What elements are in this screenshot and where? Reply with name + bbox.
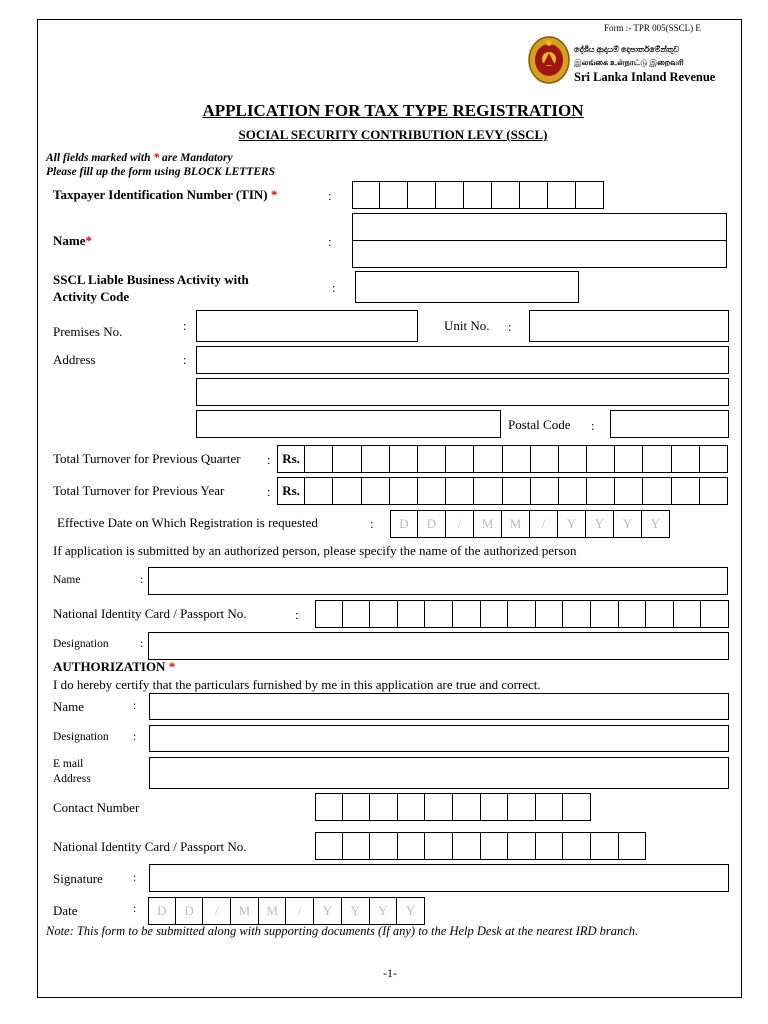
activity-colon: : — [332, 280, 336, 295]
activity-label-line2: Activity Code — [53, 289, 130, 304]
date-cell[interactable]: Y — [370, 897, 398, 925]
turnover-year-colon: : — [267, 484, 271, 499]
char-cell[interactable] — [563, 793, 591, 821]
char-cell[interactable] — [398, 832, 426, 860]
auth-signature-field[interactable] — [149, 864, 729, 892]
char-cell[interactable] — [333, 477, 361, 505]
date-cell[interactable]: Y — [558, 510, 586, 538]
char-cell[interactable] — [643, 477, 671, 505]
char-cell[interactable] — [370, 793, 398, 821]
auth-signature-label: Signature — [53, 871, 103, 886]
char-cell[interactable] — [446, 477, 474, 505]
logo-line-tamil: இலங்கை உள்நாட்டு இறைவரி — [574, 58, 684, 67]
address-label: Address — [53, 352, 96, 367]
char-cell[interactable] — [672, 477, 700, 505]
auth-designation-field[interactable] — [149, 725, 729, 752]
authorized-nic-input[interactable] — [315, 600, 729, 628]
form-subtitle: SOCIAL SECURITY CONTRIBUTION LEVY (SSCL) — [238, 127, 548, 142]
auth-name-colon: : — [133, 700, 137, 712]
unit-label: Unit No. — [444, 318, 490, 333]
premises-label: Premises No. — [53, 324, 123, 339]
effective-date-colon: : — [370, 516, 374, 531]
char-cell[interactable] — [370, 832, 398, 860]
char-cell[interactable] — [672, 445, 700, 473]
char-cell[interactable] — [398, 600, 426, 628]
char-cell[interactable] — [425, 832, 453, 860]
address-colon: : — [183, 352, 187, 367]
block-letters-note: Please fill up the form using BLOCK LETTERS — [46, 166, 276, 178]
tin-colon: : — [328, 188, 332, 203]
postal-code-label: Postal Code — [508, 417, 571, 432]
char-cell[interactable] — [508, 600, 536, 628]
name-label: Name* — [53, 233, 92, 248]
date-cell[interactable]: D — [390, 510, 418, 538]
char-cell[interactable] — [619, 832, 647, 860]
authorized-designation-colon: : — [140, 638, 144, 650]
activity-field[interactable] — [355, 271, 579, 303]
char-cell[interactable] — [531, 445, 559, 473]
authorized-designation-field[interactable] — [148, 632, 729, 660]
char-cell[interactable] — [481, 600, 509, 628]
char-cell[interactable] — [536, 600, 564, 628]
char-cell[interactable] — [398, 793, 426, 821]
footer-note: Note: This form to be submitted along with supporting documents (If any) to the Help Desk at the nearest IRD branch. — [46, 924, 639, 938]
effective-date-label: Effective Date on Which Registration is requested — [57, 515, 318, 530]
activity-label-line1: SSCL Liable Business Activity with — [53, 272, 249, 287]
char-cell[interactable] — [474, 477, 502, 505]
auth-contact-input[interactable] — [315, 793, 591, 821]
auth-contact-label: Contact Number — [53, 800, 140, 815]
char-cell[interactable] — [446, 445, 474, 473]
page-number: -1- — [383, 966, 397, 980]
char-cell[interactable] — [563, 832, 591, 860]
date-cell[interactable]: / — [446, 510, 474, 538]
date-cell[interactable]: M — [259, 897, 287, 925]
char-cell[interactable] — [474, 445, 502, 473]
tin-input[interactable] — [352, 181, 604, 209]
date-cell[interactable]: Y — [314, 897, 342, 925]
postal-code-field[interactable] — [610, 410, 729, 438]
char-cell[interactable] — [408, 181, 436, 209]
auth-signature-colon: : — [133, 872, 137, 884]
turnover-year-label: Total Turnover for Previous Year — [53, 483, 225, 498]
char-cell[interactable] — [362, 477, 390, 505]
char-cell[interactable] — [700, 445, 728, 473]
char-cell[interactable] — [343, 793, 371, 821]
char-cell[interactable] — [531, 477, 559, 505]
date-cell[interactable]: / — [530, 510, 558, 538]
char-cell[interactable] — [453, 600, 481, 628]
logo-line-sinhala: දේශීය ආදායම් දෙපාර්තමේන්තුව — [574, 45, 680, 54]
turnover-quarter-colon: : — [267, 452, 271, 467]
char-cell[interactable] — [701, 600, 729, 628]
unit-colon: : — [508, 319, 512, 334]
char-cell[interactable] — [481, 793, 509, 821]
currency-prefix: Rs. — [277, 445, 305, 473]
char-cell[interactable] — [548, 181, 576, 209]
char-cell[interactable] — [503, 477, 531, 505]
turnover-year-input[interactable] — [277, 477, 728, 505]
date-cell[interactable]: Y — [642, 510, 670, 538]
char-cell[interactable] — [520, 181, 548, 209]
char-cell[interactable] — [315, 832, 343, 860]
sri-lanka-emblem-icon — [527, 35, 571, 85]
authorization-certify: I do hereby certify that the particulars furnished by me in this application are true and correct. — [53, 677, 541, 692]
char-cell[interactable] — [305, 477, 333, 505]
char-cell[interactable] — [464, 181, 492, 209]
authorized-nic-label: National Identity Card / Passport No. — [53, 606, 247, 621]
char-cell[interactable] — [343, 832, 371, 860]
tin-label: Taxpayer Identification Number (TIN) * — [53, 187, 278, 202]
char-cell[interactable] — [492, 181, 520, 209]
auth-email-label-line2: Address — [53, 773, 91, 785]
authorized-nic-colon: : — [295, 607, 299, 622]
char-cell[interactable] — [362, 445, 390, 473]
char-cell[interactable] — [425, 793, 453, 821]
char-cell[interactable] — [615, 477, 643, 505]
auth-nic-label: National Identity Card / Passport No. — [53, 839, 247, 854]
char-cell[interactable] — [615, 445, 643, 473]
char-cell[interactable] — [305, 445, 333, 473]
char-cell[interactable] — [481, 832, 509, 860]
char-cell[interactable] — [315, 600, 343, 628]
char-cell[interactable] — [425, 600, 453, 628]
char-cell[interactable] — [453, 793, 481, 821]
turnover-quarter-input[interactable] — [277, 445, 728, 473]
form-code: Form :- TPR 005(SSCL) E — [604, 23, 701, 33]
turnover-quarter-label: Total Turnover for Previous Quarter — [53, 451, 241, 466]
auth-date-input[interactable] — [148, 897, 425, 925]
char-cell[interactable] — [352, 181, 380, 209]
effective-date-input[interactable] — [390, 510, 670, 538]
auth-email-label-line1: E mail — [53, 758, 84, 770]
char-cell[interactable] — [390, 445, 418, 473]
date-cell[interactable]: Y — [614, 510, 642, 538]
auth-designation-label: Designation — [53, 731, 109, 743]
char-cell[interactable] — [315, 793, 343, 821]
auth-name-label: Name — [53, 699, 85, 714]
authorized-person-intro: If application is submitted by an authorized person, please specify the name of the authorized person — [53, 543, 577, 558]
char-cell[interactable] — [576, 181, 604, 209]
char-cell[interactable] — [380, 181, 408, 209]
char-cell[interactable] — [508, 832, 536, 860]
char-cell[interactable] — [536, 832, 564, 860]
date-cell[interactable]: Y — [397, 897, 425, 925]
char-cell[interactable] — [503, 445, 531, 473]
auth-date-colon: : — [133, 903, 137, 915]
form-title: APPLICATION FOR TAX TYPE REGISTRATION — [202, 101, 584, 120]
auth-date-label: Date — [53, 903, 78, 918]
authorized-name-colon: : — [140, 574, 144, 586]
unit-field[interactable] — [529, 310, 729, 342]
auth-name-field[interactable] — [149, 693, 729, 720]
authorized-name-field[interactable] — [148, 567, 728, 595]
currency-prefix: Rs. — [277, 477, 305, 505]
char-cell[interactable] — [591, 600, 619, 628]
name-colon: : — [328, 234, 332, 249]
authorized-designation-label: Designation — [53, 638, 109, 650]
logo-line-english: Sri Lanka Inland Revenue — [574, 70, 716, 84]
char-cell[interactable] — [587, 445, 615, 473]
char-cell[interactable] — [453, 832, 481, 860]
char-cell[interactable] — [536, 793, 564, 821]
char-cell[interactable] — [559, 445, 587, 473]
char-cell[interactable] — [646, 600, 674, 628]
char-cell[interactable] — [343, 600, 371, 628]
char-cell[interactable] — [674, 600, 702, 628]
date-cell[interactable]: Y — [342, 897, 370, 925]
mandatory-note: All fields marked with * are Mandatory — [46, 152, 233, 164]
char-cell[interactable] — [436, 181, 464, 209]
date-cell[interactable]: Y — [586, 510, 614, 538]
char-cell[interactable] — [418, 477, 446, 505]
char-cell[interactable] — [370, 600, 398, 628]
authorization-heading: AUTHORIZATION * — [53, 659, 176, 674]
char-cell[interactable] — [563, 600, 591, 628]
date-cell[interactable]: / — [286, 897, 314, 925]
char-cell[interactable] — [559, 477, 587, 505]
date-cell[interactable]: M — [474, 510, 502, 538]
date-cell[interactable]: M — [231, 897, 259, 925]
premises-colon: : — [183, 318, 187, 333]
char-cell[interactable] — [591, 832, 619, 860]
date-cell[interactable]: D — [418, 510, 446, 538]
char-cell[interactable] — [508, 793, 536, 821]
auth-designation-colon: : — [133, 731, 137, 743]
char-cell[interactable] — [619, 600, 647, 628]
auth-email-field[interactable] — [149, 757, 729, 789]
char-cell[interactable] — [390, 477, 418, 505]
char-cell[interactable] — [418, 445, 446, 473]
date-cell[interactable]: M — [502, 510, 530, 538]
date-cell[interactable]: D — [148, 897, 176, 925]
premises-field[interactable] — [196, 310, 418, 342]
date-cell[interactable]: / — [203, 897, 231, 925]
char-cell[interactable] — [333, 445, 361, 473]
char-cell[interactable] — [643, 445, 671, 473]
char-cell[interactable] — [700, 477, 728, 505]
auth-nic-input[interactable] — [315, 832, 646, 860]
name-field-line1[interactable] — [352, 213, 727, 241]
date-cell[interactable]: D — [176, 897, 204, 925]
name-field-line2[interactable] — [352, 240, 727, 268]
address-field-line3[interactable] — [196, 410, 501, 438]
address-field-line1[interactable] — [196, 346, 729, 374]
address-field-line2[interactable] — [196, 378, 729, 406]
authorized-name-label: Name — [53, 574, 81, 586]
char-cell[interactable] — [587, 477, 615, 505]
postal-code-colon: : — [591, 418, 595, 433]
